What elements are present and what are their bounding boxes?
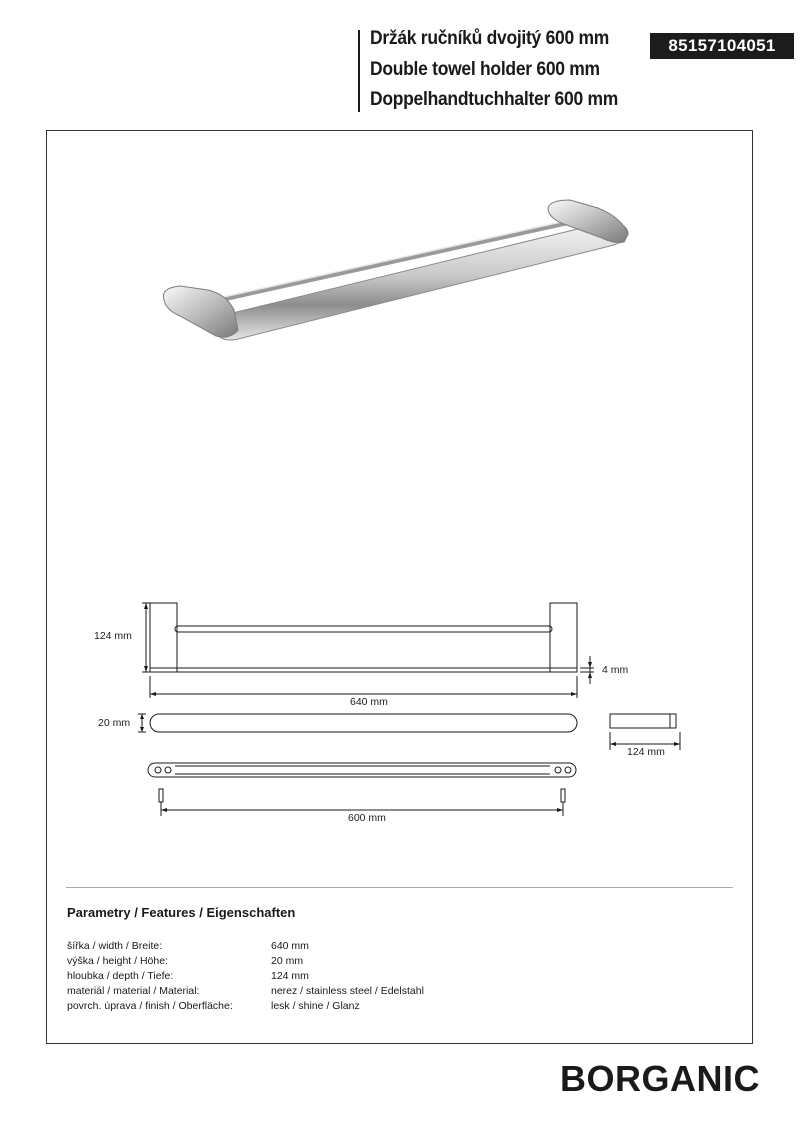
spec-label: povrch. úprava / finish / Oberfläche: <box>67 1000 233 1012</box>
side-view-plate <box>610 714 676 728</box>
product-image <box>150 190 640 350</box>
title-czech: Držák ručníků dvojitý 600 mm <box>370 28 610 49</box>
top-view-bar <box>150 714 577 732</box>
spec-value: lesk / shine / Glanz <box>271 1000 360 1012</box>
dim-depth-label: 124 mm <box>627 746 665 758</box>
product-code-badge: 85157104051 <box>650 33 794 59</box>
right-screw <box>561 789 565 802</box>
left-screw <box>159 789 163 802</box>
spec-label: výška / height / Höhe: <box>67 955 168 967</box>
title-divider <box>358 30 360 112</box>
dim-width-label: 640 mm <box>350 696 388 708</box>
spec-value: 640 mm <box>271 940 309 952</box>
front-right-bracket <box>550 603 577 672</box>
technical-drawing <box>80 590 720 830</box>
spec-value: nerez / stainless steel / Edelstahl <box>271 985 424 997</box>
dim-height-label: 124 mm <box>94 630 132 642</box>
front-rod <box>175 626 552 632</box>
spec-label: šířka / width / Breite: <box>67 940 163 952</box>
title-english: Double towel holder 600 mm <box>370 59 600 80</box>
dim-bar-label: 20 mm <box>98 717 131 729</box>
bottom-view-bar <box>148 763 576 777</box>
front-left-bracket <box>150 603 177 672</box>
dim-spacing-label: 600 mm <box>348 812 386 824</box>
spec-value: 124 mm <box>271 970 309 982</box>
dim-plate-label: 4 mm <box>602 664 629 676</box>
spec-label: materiál / material / Material: <box>67 985 200 997</box>
front-base-plate <box>150 668 577 672</box>
left-bracket <box>163 286 238 337</box>
features-divider <box>66 887 733 888</box>
spec-value: 20 mm <box>271 955 304 967</box>
spec-label: hloubka / depth / Tiefe: <box>67 970 174 982</box>
brand-logo: BORGANIC <box>560 1058 760 1099</box>
title-german: Doppelhandtuchhalter 600 mm <box>370 89 618 110</box>
base-plate <box>216 223 628 340</box>
features-title: Parametry / Features / Eigenschaften <box>67 905 296 920</box>
